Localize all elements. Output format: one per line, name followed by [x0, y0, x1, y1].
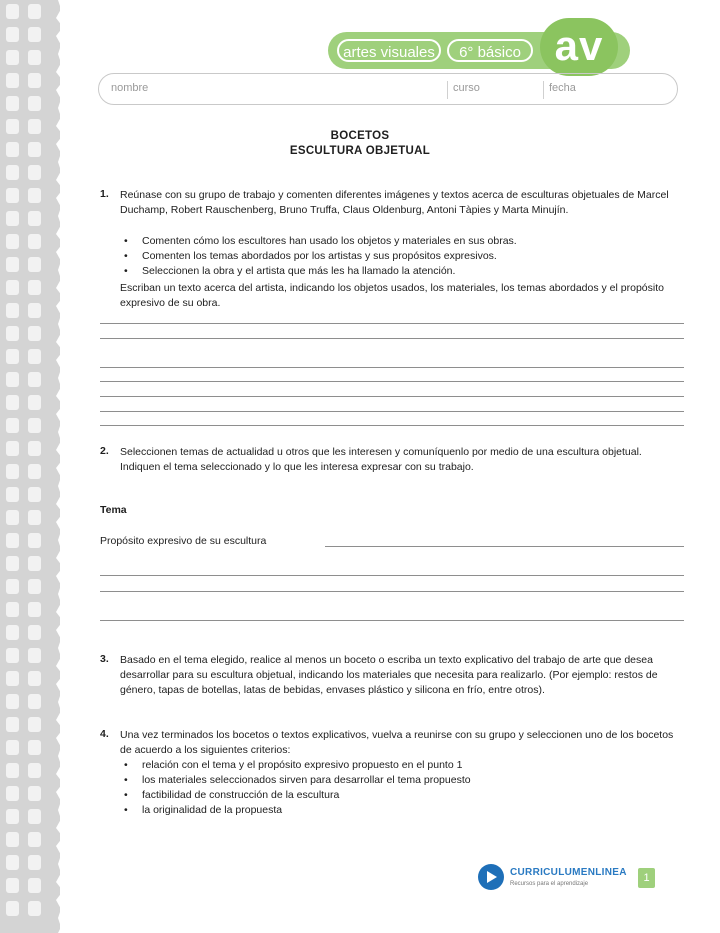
perforation-hole: [28, 188, 41, 203]
divider: [543, 81, 544, 99]
footer-brand: CURRICULUMENLINEA: [510, 867, 627, 878]
course-field-label: curso: [453, 82, 480, 94]
perforation-hole: [28, 671, 41, 686]
perforation-hole: [6, 786, 19, 801]
answer-line[interactable]: [100, 367, 684, 368]
perforation-hole: [6, 280, 19, 295]
perforation-hole: [6, 809, 19, 824]
perforation-hole: [6, 4, 19, 19]
answer-line[interactable]: [100, 381, 684, 382]
perforation-hole: [28, 901, 41, 916]
perforation-hole: [28, 579, 41, 594]
perforation-hole: [28, 395, 41, 410]
date-field-label: fecha: [549, 82, 576, 94]
perforation-hole: [6, 372, 19, 387]
list-item: • la originalidad de la propuesta: [120, 803, 685, 818]
perforation-hole: [6, 556, 19, 571]
perforation-hole: [6, 257, 19, 272]
perforation-hole: [6, 27, 19, 42]
list-item: • los materiales seleccionados sirven para desarrollar el tema propuesto: [120, 773, 685, 788]
perforation-hole: [28, 602, 41, 617]
av-logo: av: [540, 18, 618, 76]
perforation-hole: [28, 694, 41, 709]
perforation-hole: [28, 533, 41, 548]
activity-2-number: 2.: [100, 445, 109, 457]
page-subtitle: ESCULTURA OBJETUAL: [289, 145, 431, 157]
perforation-hole: [6, 395, 19, 410]
footer-tagline: Recursos para el aprendizaje: [510, 881, 589, 887]
perforation-hole: [28, 280, 41, 295]
perforation-hole: [28, 855, 41, 870]
perforation-hole: [6, 73, 19, 88]
answer-line[interactable]: [100, 411, 684, 412]
perforation-hole: [6, 694, 19, 709]
list-item: • Comenten los temas abordados por los artistas y sus propósitos expresivos.: [120, 249, 685, 264]
perforation-hole: [28, 326, 41, 341]
perforation-hole: [28, 211, 41, 226]
perforation-hole: [6, 625, 19, 640]
perforation-hole: [6, 648, 19, 663]
perforation-hole: [6, 878, 19, 893]
perforation-hole: [6, 303, 19, 318]
activity-4-intro: Una vez terminados los bocetos o textos explicativos, vuelva a reunirse con su grupo y seleccionen uno de los bocetos de acuerdo a los siguientes criterios:: [120, 729, 674, 756]
perforation-hole: [28, 740, 41, 755]
answer-line[interactable]: [100, 425, 684, 426]
perforation-hole: [28, 464, 41, 479]
perforation-hole: [6, 763, 19, 778]
perforation-hole: [28, 809, 41, 824]
perforation-hole: [6, 740, 19, 755]
perforation-hole: [6, 602, 19, 617]
page-title: BOCETOS: [330, 130, 390, 142]
perforation-hole: [28, 786, 41, 801]
activity-4-bullets: [120, 758, 685, 818]
list-item: • factibilidad de construcción de la escultura: [120, 788, 685, 803]
perforation-hole: [28, 96, 41, 111]
perforation-hole: [6, 579, 19, 594]
perforation-hole: [6, 717, 19, 732]
perforation-hole: [28, 418, 41, 433]
name-field-label: nombre: [111, 82, 149, 94]
perforation-hole: [28, 625, 41, 640]
perforation-hole: [28, 73, 41, 88]
answer-line[interactable]: [100, 620, 684, 621]
perforation-hole: [6, 441, 19, 456]
tema-label: Tema: [100, 504, 127, 516]
perforation-hole: [6, 533, 19, 548]
answer-line[interactable]: [100, 338, 684, 339]
page-number: 1: [638, 868, 655, 888]
subject-tag: artes visuales: [337, 39, 441, 62]
perforation-hole: [28, 50, 41, 65]
student-info-bar: [98, 73, 678, 105]
perforation-hole: [28, 832, 41, 847]
perforation-hole: [6, 96, 19, 111]
perforation-hole: [28, 27, 41, 42]
play-logo-icon: [478, 864, 504, 890]
perforation-hole: [28, 4, 41, 19]
perforation-hole: [28, 165, 41, 180]
perforation-hole: [6, 165, 19, 180]
answer-line[interactable]: [100, 396, 684, 397]
perforation-hole: [6, 326, 19, 341]
perforation-hole: [28, 487, 41, 502]
activity-1-intro: Reúnase con su grupo de trabajo y comenten diferentes imágenes y textos acerca de esculturas objetuales de Marcel Duchamp, Robert Rauschenberg, Bruno Truffa, Claus Oldenburg, Antoni Tàpies y Marta Minujín.: [120, 189, 669, 216]
perforation-hole: [6, 188, 19, 203]
perforation-hole: [6, 349, 19, 364]
perforation-hole: [28, 878, 41, 893]
perforation-hole: [28, 257, 41, 272]
perforation-hole: [28, 441, 41, 456]
answer-line[interactable]: [100, 323, 684, 324]
perforation-hole: [28, 556, 41, 571]
perforation-hole: [28, 717, 41, 732]
perforation-hole: [6, 510, 19, 525]
activity-4-number: 4.: [100, 728, 109, 740]
perforation-hole: [6, 464, 19, 479]
answer-line[interactable]: [100, 591, 684, 592]
activity-1-bullets: [120, 234, 685, 279]
activity-2-intro: Seleccionen temas de actualidad u otros que les interesen y comuníquenlo por medio de una escultura objetual. Indiquen el tema seleccionado y lo que les interesa expresar con su trabajo.: [120, 446, 642, 473]
perforation-hole: [28, 234, 41, 249]
perforation-hole: [6, 211, 19, 226]
activity-1-number: 1.: [100, 188, 109, 200]
proposito-label: Propósito expresivo de su escultura: [100, 535, 267, 547]
list-item: • Seleccionen la obra y el artista que más les ha llamado la atención.: [120, 264, 685, 279]
perforation-hole: [6, 832, 19, 847]
perforation-hole: [28, 349, 41, 364]
perforation-hole: [6, 50, 19, 65]
perforation-hole: [6, 418, 19, 433]
perforation-hole: [6, 234, 19, 249]
perforation-hole: [28, 510, 41, 525]
grade-tag: 6° básico: [447, 39, 533, 62]
divider: [447, 81, 448, 99]
activity-3-intro: Basado en el tema elegido, realice al menos un boceto o escriba un texto explicativo del trabajo de arte que desea desarrollar para su escultura objetual, indicando los materiales que necesita para realizarlo. (Por ejemplo: restos de género, tapas de botellas, latas de bebidas, envases plástico y silicona en frío, entre otros).: [120, 654, 658, 696]
perforation-hole: [28, 763, 41, 778]
perforation-hole: [28, 648, 41, 663]
perforation-hole: [6, 855, 19, 870]
activity-3-number: 3.: [100, 653, 109, 665]
perforation-hole: [6, 487, 19, 502]
perforation-hole: [28, 372, 41, 387]
proposito-answer-line[interactable]: [325, 546, 684, 547]
perforation-hole: [28, 303, 41, 318]
list-item: • Comenten cómo los escultores han usado los objetos y materiales en sus obras.: [120, 234, 685, 249]
activity-1-closing: Escriban un texto acerca del artista, indicando los objetos usados, los materiales, los temas abordados y el propósito expresivo de su obra.: [120, 282, 664, 309]
perforation-hole: [6, 671, 19, 686]
list-item: • relación con el tema y el propósito expresivo propuesto en el punto 1: [120, 758, 685, 773]
perforation-hole: [6, 901, 19, 916]
answer-line[interactable]: [100, 575, 684, 576]
